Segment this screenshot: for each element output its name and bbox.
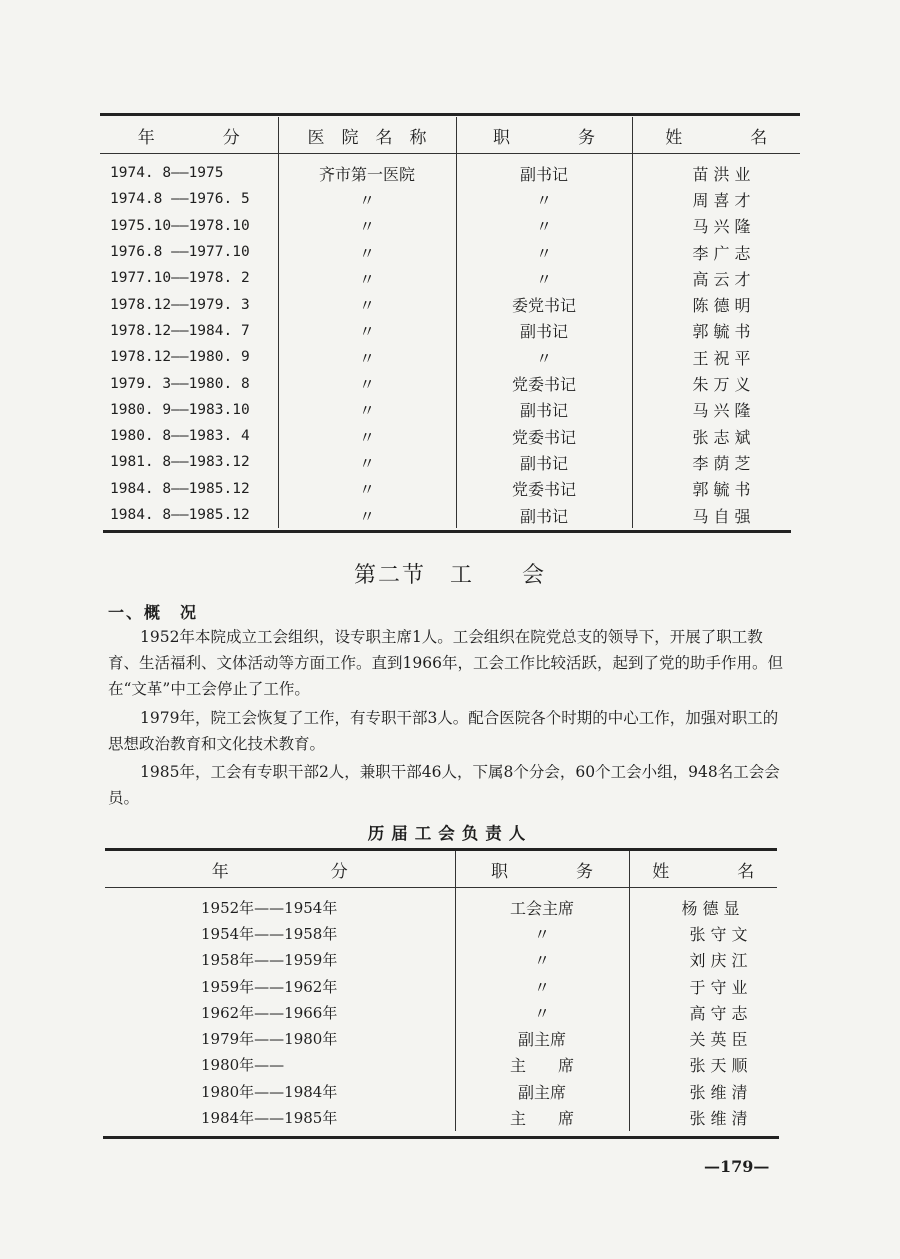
table-row: 1959年——1962年 〃 于守业: [105, 973, 777, 999]
table-row: 1976.8 ——1977.10 〃 〃 李广志: [100, 239, 800, 265]
table2-caption: 历届工会负责人: [367, 824, 533, 843]
table-row: 1978.12——1984. 7 〃 副书记 郭毓书: [100, 318, 800, 344]
table-row: 1977.10——1978. 2 〃 〃 高云才: [100, 265, 800, 291]
table-row: 1980. 8——1983. 4 〃 党委书记 张志斌: [100, 423, 800, 449]
table1-bottom-rule: [103, 530, 791, 533]
table2-header-row: [105, 851, 777, 888]
paragraph-1: 1952年本院成立工会组织，设专职主席1人。工会组织在院党总支的领导下，开展了职工教育、生活福利、文体活动等方面工作。直到1966年，工会工作比较活跃，起到了党的助手作用。但在“文革”中工会停止了工作。: [108, 628, 783, 698]
table-row: 1958年——1959年 〃 刘庆江: [105, 947, 777, 973]
table-row: 1984年——1985年 主 席 张维清: [105, 1104, 777, 1130]
subheading: 一、概 况: [108, 603, 199, 622]
table2-header-name: 姓 名: [629, 851, 777, 888]
table-row: 1952年——1954年 工会主席 杨德显: [105, 894, 777, 920]
table1-header-hospital: 医 院 名 称: [278, 117, 456, 154]
paragraph-3: 1985年，工会有专职干部2人，兼职干部46人，下属8个分会，60个工会小组，948名工会会员。: [108, 763, 780, 807]
table-row: 1984. 8——1985.12 〃 党委书记 郭毓书: [100, 476, 800, 502]
table-row: 1975.10——1978.10 〃 〃 马兴隆: [100, 213, 800, 239]
table1-header-name: 姓 名: [632, 117, 800, 154]
paragraph-2: 1979年，院工会恢复了工作，有专职干部3人。配合医院各个时期的中心工作，加强对职工的思想政治教育和文化技术教育。: [108, 709, 779, 753]
table2-bottom-rule: [103, 1136, 779, 1139]
table-row: 1962年——1966年 〃 高守志: [105, 999, 777, 1025]
section-title: 第二节 工 会: [353, 563, 546, 588]
table-row: 1979. 3——1980. 8 〃 党委书记 朱万义: [100, 370, 800, 396]
table-row: 1954年——1958年 〃 张守文: [105, 920, 777, 946]
table2-union-leaders: [105, 851, 777, 1131]
table-row: 1974. 8——1975 齐市第一医院 副书记 苗洪业: [100, 160, 800, 186]
table1-header-position: 职 务: [456, 117, 632, 154]
table-row: 1980. 9——1983.10 〃 副书记 马兴隆: [100, 397, 800, 423]
table1-party-secretaries: [100, 117, 800, 528]
table-row: 1981. 8——1983.12 〃 副书记 李荫芝: [100, 449, 800, 475]
table-row: 1984. 8——1985.12 〃 副书记 马自强: [100, 502, 800, 528]
table1-header-row: [100, 117, 800, 154]
table-row: 1978.12——1980. 9 〃 〃 王祝平: [100, 344, 800, 370]
table2-header-year: 年 分: [211, 861, 348, 882]
table2-header-position: 职 务: [455, 851, 629, 888]
table-row: 1979年——1980年 副主席 关英臣: [105, 1025, 777, 1051]
table-row: 1978.12——1979. 3 〃 委党书记 陈德明: [100, 291, 800, 317]
table1-header-year: 年 分: [137, 127, 240, 148]
table-row: 1980年——1984年 副主席 张维清: [105, 1078, 777, 1104]
page-number: —179—: [704, 1157, 770, 1176]
table-row: 1974.8 ——1976. 5 〃 〃 周喜才: [100, 186, 800, 212]
table-row: 1980年—— 主 席 张天顺: [105, 1052, 777, 1078]
table1-top-rule: [100, 113, 800, 116]
